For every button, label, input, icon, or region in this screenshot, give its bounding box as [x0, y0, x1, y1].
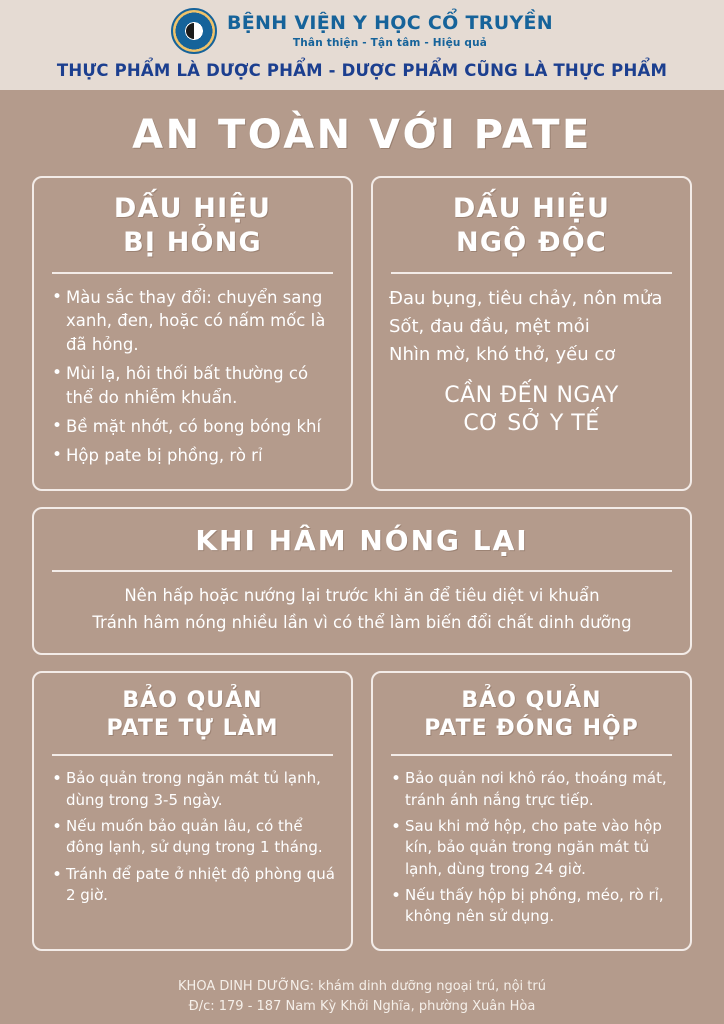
content-area [0, 176, 724, 951]
row-signs [32, 176, 692, 491]
card-spoilage-title-line2: BỊ HỎNG [123, 226, 262, 258]
card-reheating [32, 507, 692, 656]
card-homemade-title-line2: PATE TỰ LÀM [106, 715, 279, 741]
urgent-line1: CẦN ĐẾN NGAY [444, 382, 619, 408]
card-spoilage-title-line1: DẤU HIỆU [113, 193, 272, 224]
hospital-name: BỆNH VIỆN Y HỌC CỔ TRUYỀN [226, 12, 553, 35]
list-item: Nhìn mờ, khó thở, yếu cơ [389, 343, 616, 365]
page-footer [0, 977, 724, 1016]
page-title: AN TOÀN VỚI PATE [132, 112, 592, 158]
card-poisoning-urgent [389, 382, 674, 439]
list-item: • Nếu thấy hộp bị phồng, méo, rò rỉ, không nên sử dụng. [389, 885, 674, 928]
page-header [0, 0, 724, 90]
card-homemade-list [50, 768, 335, 906]
divider [52, 754, 333, 756]
list-item: Sốt, đau đầu, mệt mỏi [389, 315, 590, 337]
row-storage [32, 671, 692, 950]
card-reheating-title: KHI HÂM NÓNG LẠI [195, 523, 529, 557]
list-item: • Hộp pate bị phồng, rò rỉ [50, 444, 335, 468]
list-item: Đau bụng, tiêu chảy, nôn mửa [389, 287, 663, 309]
card-poisoning-lines [389, 286, 674, 368]
divider [391, 754, 672, 756]
footer-line-2: Đ/c: 179 - 187 Nam Kỳ Khởi Nghĩa, phường Xuân Hòa [188, 998, 536, 1014]
list-item: Nên hấp hoặc nướng lại trước khi ăn để tiêu diệt vi khuẩn [124, 585, 600, 605]
card-homemade-storage [32, 671, 353, 950]
card-homemade-title [50, 687, 335, 742]
list-item: • Bảo quản trong ngăn mát tủ lạnh, dùng trong 3-5 ngày. [50, 768, 335, 811]
card-canned-title-line2: PATE ĐÓNG HỘP [424, 715, 639, 741]
list-item: • Mùi lạ, hôi thối bất thường có thể do nhiễm khuẩn. [50, 362, 335, 410]
card-spoilage-signs [32, 176, 353, 491]
card-spoilage-title [50, 192, 335, 260]
list-item: • Sau khi mở hộp, cho pate vào hộp kín, bảo quản trong ngăn mát tủ lạnh, dùng trong 24 giờ. [389, 816, 674, 880]
card-canned-title-line1: BẢO QUẢN [461, 688, 602, 714]
hospital-title-block [227, 13, 553, 49]
card-canned-storage [371, 671, 692, 950]
card-canned-title [389, 687, 674, 742]
card-poisoning-title [389, 192, 674, 260]
urgent-line2: CƠ SỞ Y TẾ [463, 411, 600, 437]
header-banner: THỰC PHẨM LÀ DƯỢC PHẨM - DƯỢC PHẨM CŨNG LÀ THỰC PHẨM [56, 61, 668, 80]
yin-yang-hospital-logo-icon [171, 8, 217, 54]
list-item: • Bề mặt nhớt, có bong bóng khí [50, 415, 335, 439]
list-item: • Nếu muốn bảo quản lâu, có thể đông lạnh, sử dụng trong 1 tháng. [50, 816, 335, 859]
list-item: • Bảo quản nơi khô ráo, thoáng mát, tránh ánh nắng trực tiếp. [389, 768, 674, 811]
card-poisoning-signs [371, 176, 692, 491]
divider [391, 272, 672, 274]
header-top [171, 8, 553, 54]
divider [52, 570, 672, 572]
list-item: • Màu sắc thay đổi: chuyển sang xanh, đen, hoặc có nấm mốc là đã hỏng. [50, 286, 335, 358]
card-canned-list [389, 768, 674, 927]
card-homemade-title-line1: BẢO QUẢN [122, 688, 263, 714]
hospital-slogan: Thân thiện - Tận tâm - Hiệu quả [292, 36, 488, 49]
card-poisoning-title-line2: NGỘ ĐỘC [456, 226, 607, 258]
card-reheating-lines [50, 584, 674, 636]
card-spoilage-list [50, 286, 335, 468]
card-poisoning-title-line1: DẤU HIỆU [452, 193, 611, 224]
divider [52, 272, 333, 274]
footer-line-1: KHOA DINH DƯỠNG: khám dinh dưỡng ngoại trú, nội trú [178, 979, 546, 994]
list-item: • Tránh để pate ở nhiệt độ phòng quá 2 giờ. [50, 864, 335, 907]
list-item: Tránh hâm nóng nhiều lần vì có thể làm biến đổi chất dinh dưỡng [92, 612, 632, 632]
